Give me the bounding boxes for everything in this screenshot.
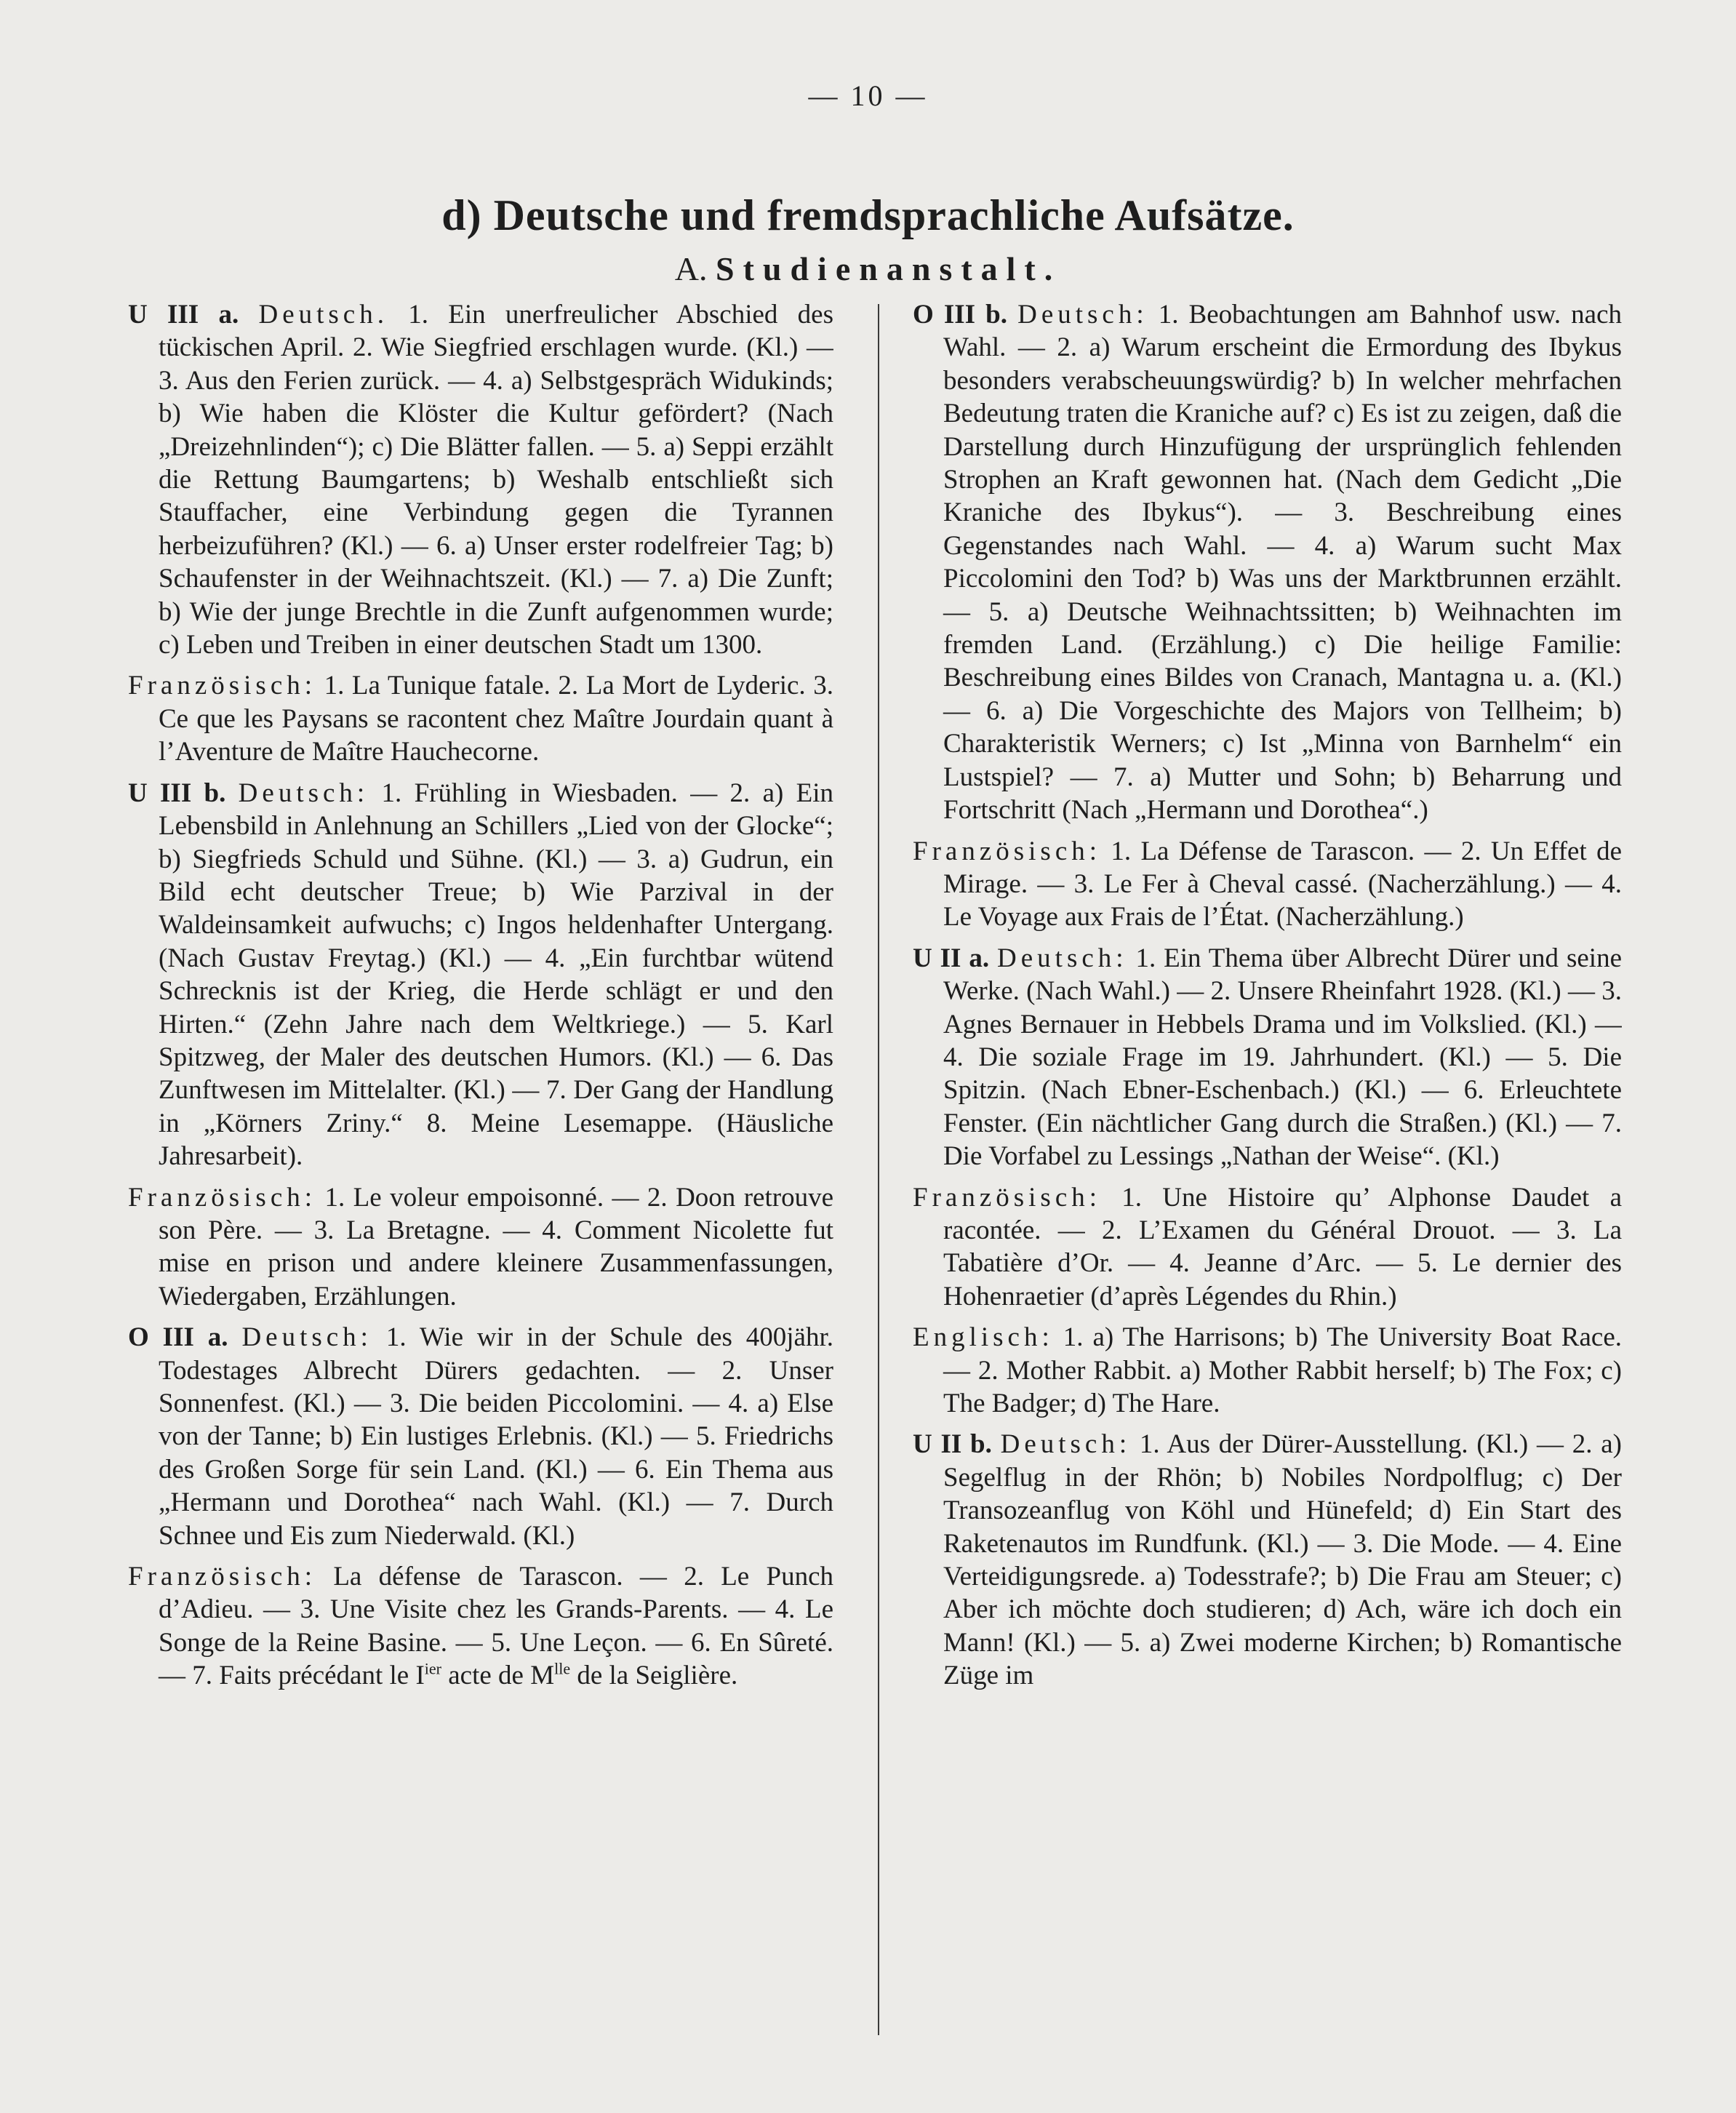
language-label: Deutsch:: [238, 778, 369, 808]
subtitle-prefix: A.: [674, 250, 708, 287]
section-title: d) Deutsche und fremdsprachliche Aufsätze.: [441, 191, 1295, 239]
language-label: Deutsch:: [241, 1322, 372, 1353]
section-subtitle: [0, 249, 1736, 288]
entry-text: 1. Une Histoire qu’ Alphonse Daudet a racontée. — 2. L’Examen du Général Drouot. — 3. La Tabatière d’Or. — 4. Jeanne d’Arc. — 5. Le dernier des Hohenraetier (d’après Légendes du Rhin.): [943, 1182, 1622, 1311]
entry-text-mid: acte de M: [441, 1661, 555, 1691]
entry: [913, 942, 1622, 1173]
language-label: Französisch:: [128, 1182, 317, 1213]
entry: [128, 1560, 833, 1693]
language-label: Deutsch:: [1017, 300, 1148, 329]
left-column: [128, 298, 833, 2044]
subtitle-text: Studienanstalt.: [715, 250, 1062, 287]
language-label: Französisch:: [128, 1562, 317, 1592]
class-label: O III a.: [128, 1322, 228, 1353]
class-label: O III b.: [913, 300, 1007, 329]
entry-text: 1. Le voleur empoisonné. — 2. Doon retrouve son Père. — 3. La Bretagne. — 4. Comment Nicolette fut mise en prison und andere kleinere Zusammenfassungen, Wiedergaben, Erzählungen.: [159, 1182, 833, 1311]
entry-text: 1. a) The Harrisons; b) The University Boat Race. — 2. Mother Rabbit. a) Mother Rabbit herself; b) The Fox; c) The Badger; d) The Hare.: [943, 1322, 1622, 1418]
entry: [128, 298, 833, 661]
entry-text: 1. Ein unerfreulicher Abschied des tückischen April. 2. Wie Siegfried erschlagen wurde. (Kl.) — 3. Aus den Ferien zurück. — 4. a) Selbstgespräch Widukinds; b) Wie haben die Klöster die Kultur gefördert? (Nach „Dreizehnlinden“); c) Die Blätter fallen. — 5. a) Seppi erzählt die Rettung Baumgartens; b) Weshalb entschließt sich Stauffacher, eine Verbindung gegen die Tyrannen herbeizuführen? (Kl.) — 6. a) Unser erster rodelfreier Tag; b) Schaufenster in der Weihnachtszeit. (Kl.) — 7. a) Die Zunft; b) Wie der junge Brechtle in die Zunft aufgenommen wurde; c) Leben und Treiben in einer deutschen Stadt um 1300.: [159, 300, 833, 660]
column-divider: [878, 304, 879, 2035]
entry-text: 1. Ein Thema über Albrecht Dürer und seine Werke. (Nach Wahl.) — 2. Unsere Rheinfahrt 1928. (Kl.) — 3. Agnes Bernauer in Hebbels Drama und im Volkslied. (Kl.) — 4. Die soziale Frage im 19. Jahrhundert. (Kl.) — 5. Die Spitzin. (Nach Ebner-Eschenbach.) (Kl.) — 6. Erleuchtete Fenster. (Ein nächtlicher Gang durch die Straßen.) (Kl.) — 7. Die Vorfabel zu Lessings „Nathan der Weise“. (Kl.): [943, 943, 1622, 1172]
language-label: Französisch:: [913, 1182, 1102, 1213]
entry: [913, 835, 1622, 934]
language-label: Französisch:: [913, 836, 1102, 866]
language-label: Deutsch:: [1000, 1429, 1132, 1460]
language-label: Deutsch:: [997, 943, 1128, 973]
class-label: U III b.: [128, 778, 226, 808]
entry-text: 1. La Tunique fatale. 2. La Mort de Lyderic. 3. Ce que les Paysans se racontent chez Maître Jourdain quant à l’Aventure de Maître Hauchecorne.: [159, 671, 833, 767]
entry: [913, 1181, 1622, 1314]
superscript: ier: [424, 1659, 441, 1678]
entry-text: 1. Frühling in Wiesbaden. — 2. a) Ein Lebensbild in Anlehnung an Schillers „Lied von der Glocke“; b) Siegfrieds Schuld und Sühne. (Kl.) — 3. a) Gudrun, ein Bild echt deutscher Treue; b) Wie Parzival in der Waldeinsamkeit aufwuchs; c) Ingos heldenhafter Untergang. (Nach Gustav Freytag.) (Kl.) — 4. „Ein furchtbar wütend Schrecknis ist der Krieg, die Herde schlägt er und den Hirten.“ (Zehn Jahre nach dem Weltkriege.) — 5. Karl Spitzweg, der Maler des deutschen Humors. (Kl.) — 6. Das Zunftwesen im Mittelalter. (Kl.) — 7. Der Gang der Handlung in „Körners Zriny.“ 8. Meine Lesemappe. (Häusliche Jahresarbeit).: [159, 778, 833, 1172]
entry-text: La défense de Tarascon. — 2. Le Punch d’Adieu. — 3. Une Visite chez les Grands-Parents. — 4. Le Songe de la Reine Basine. — 5. Une Leçon. — 6. En Sûreté. — 7. Faits précédant le I: [159, 1562, 833, 1691]
class-label: U III a.: [128, 300, 239, 329]
entry: [913, 1428, 1622, 1692]
entry-text-tail: de la Seiglière.: [570, 1661, 738, 1691]
entry-text: 1. Beobachtungen am Bahnhof usw. nach Wahl. — 2. a) Warum erscheint die Ermordung des Ibykus besonders verabscheuungswürdig? b) In welcher mehrfachen Bedeutung traten die Kraniche auf? c) Es ist zu zeigen, daß die Darstellung durch Hinzufügung der ursprünglich fehlenden Strophen an Kraft gewonnen hat. (Nach dem Gedicht „Die Kraniche des Ibykus“). — 3. Beschreibung eines Gegenstandes nach Wahl. — 4. a) Warum sucht Max Piccolomini den Tod? b) Was uns der Marktbrunnen erzählt. — 5. a) Deutsche Weihnachtssitten; b) Weihnachten im fremden Land. (Erzählung.) c) Die heilige Familie: Beschreibung eines Bildes von Cranach, Mantagna u. a. (Kl.) — 6. a) Die Vorgeschichte des Majors von Tellheim; b) Charakteristik Werners; c) Ist „Minna von Barnhelm“ ein Lustspiel? — 7. a) Mutter und Sohn; b) Beharrung und Fortschritt (Nach „Hermann und Dorothea“.): [943, 300, 1622, 826]
entry-text: 1. Aus der Dürer-Ausstellung. (Kl.) — 2. a) Segelflug in der Rhön; b) Nobiles Nordpolflug; c) Der Transozeanflug von Köhl und Hünefeld; d) Ein Start des Raketenautos im Rundfunk. (Kl.) — 3. Die Mode. — 4. Eine Verteidigungsrede. a) Todesstrafe?; b) Die Frau am Steuer; c) Aber ich möchte doch studieren; d) Ach, wäre ich doch ein Mann! (Kl.) — 5. a) Zwei moderne Kirchen; b) Romantische Züge im: [943, 1429, 1622, 1691]
entry: [913, 298, 1622, 827]
right-column: [913, 298, 1622, 2044]
entry-text: 1. Wie wir in der Schule des 400jähr. Todestages Albrecht Dürers gedachten. — 2. Unser Sonnenfest. (Kl.) — 3. Die beiden Piccolomini. — 4. a) Else von der Tanne; b) Ein lustiges Erlebnis. (Kl.) — 5. Friedrichs des Großen Sorge für sein Land. (Kl.) — 6. Ein Thema aus „Hermann und Dorothea“ nach Wahl. (Kl.) — 7. Durch Schnee und Eis zum Niederwald. (Kl.): [159, 1322, 833, 1551]
superscript: lle: [554, 1659, 571, 1678]
language-label: Französisch:: [128, 671, 317, 701]
language-label: Englisch:: [913, 1322, 1054, 1353]
class-label: U II b.: [913, 1429, 992, 1460]
entry: [128, 669, 833, 768]
entry: [913, 1321, 1622, 1420]
entry: [128, 777, 833, 1173]
entry: [128, 1321, 833, 1552]
class-label: U II a.: [913, 943, 990, 973]
page-number: — 10 —: [808, 79, 928, 112]
entry-text: 1. La Défense de Tarascon. — 2. Un Effet de Mirage. — 3. Le Fer à Cheval cassé. (Nacherzählung.) — 4. Le Voyage aux Frais de l’État. (Nacherzählung.): [943, 836, 1622, 932]
language-label: Deutsch.: [258, 300, 388, 329]
entry: [128, 1181, 833, 1314]
